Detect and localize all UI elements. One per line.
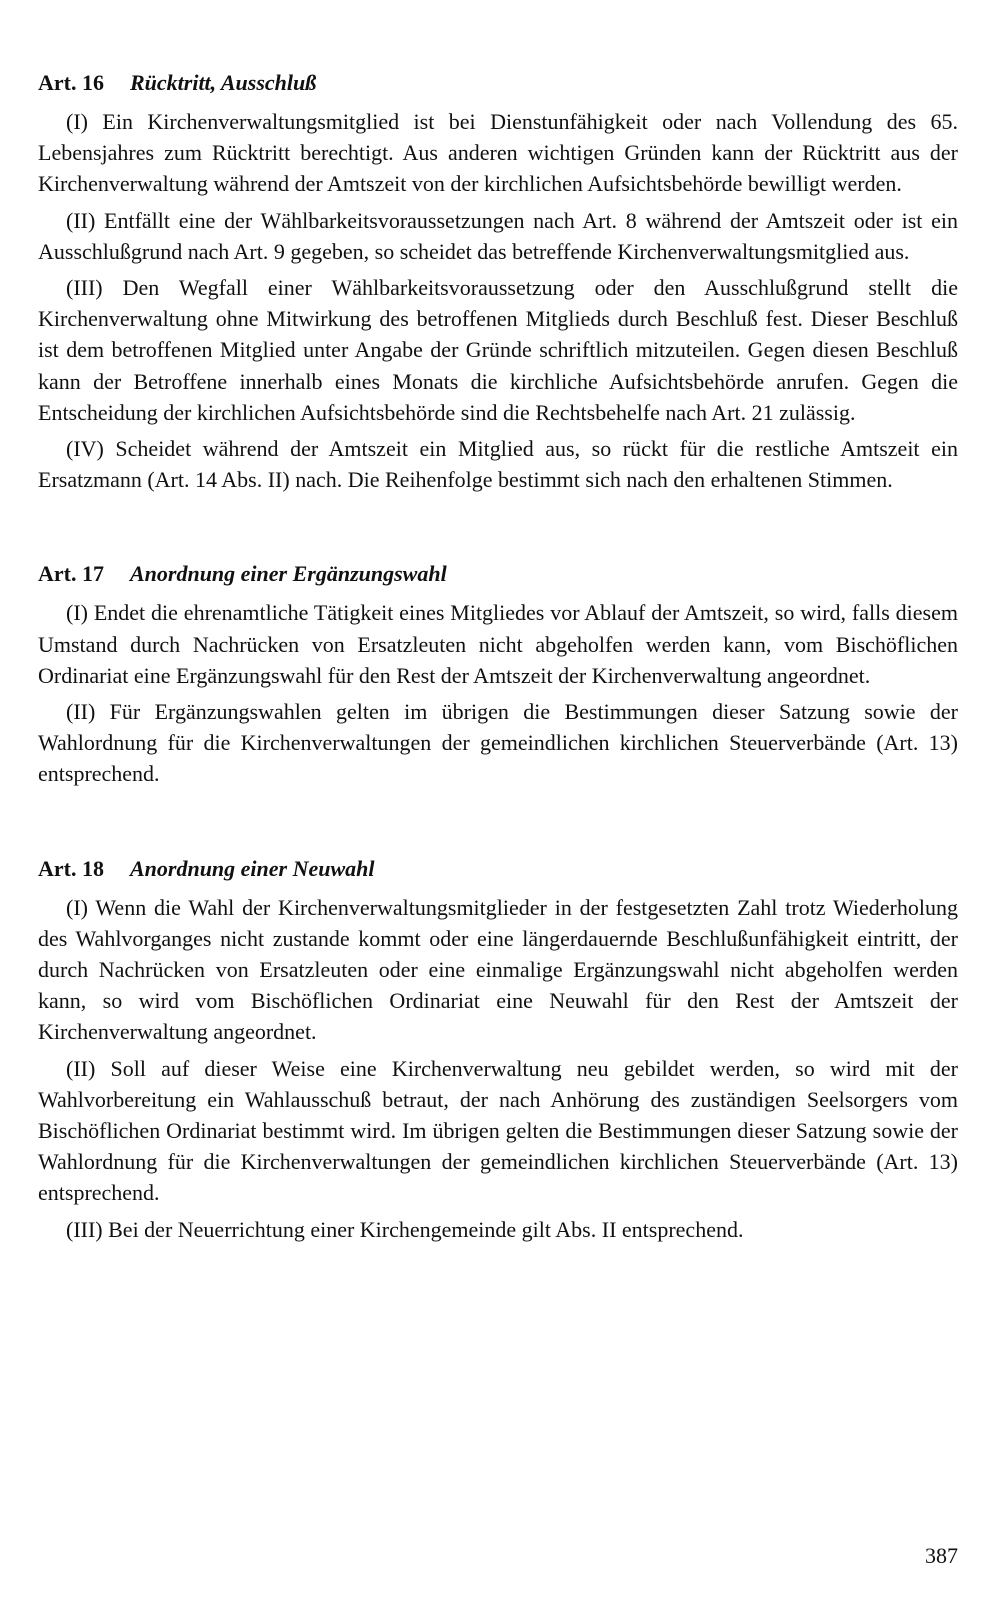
document-page (38, 68, 958, 1245)
article-number: Art. 16 (38, 70, 104, 95)
paragraph: (IV) Scheidet während der Amtszeit ein Mitglied aus, so rückt für die restliche Amtszeit ein Ersatzmann (Art. 14 Abs. II) nach. Die Reihenfolge bestimmt sich nach den erhaltenen Stimmen. (38, 436, 958, 493)
paragraph: (III) Den Wegfall einer Wählbarkeitsvoraussetzung oder den Ausschlußgrund stellt die Kirchenverwaltung ohne Mitwirkung des betroffenen Mitglieds durch Beschluß fest. Dieser Beschluß ist dem betroffenen Mitglied unter Angabe der Gründe schriftlich mitzuteilen. Gegen diesen Beschluß kann der Betroffene innerhalb eines Monats die kirchliche Aufsichtsbehörde anrufen. Gegen die Entscheidung der kirchlichen Aufsichtsbehörde sind die Rechtsbehelfe nach Art. 21 zulässig. (38, 275, 958, 425)
article-18 (38, 854, 958, 1245)
article-title: Anordnung einer Ergänzungswahl (129, 561, 447, 587)
article-16 (38, 68, 958, 495)
paragraph: (II) Soll auf dieser Weise eine Kirchenverwaltung neu gebildet werden, so wird mit der Wahlvorbereitung ein Wahlausschuß betraut, der nach Anhörung des zuständigen Seelsorgers vom Bischöflichen Ordinariat bestimmt wird. Im übrigen gelten die Bestimmungen dieser Satzung sowie der Wahlordnung für die Kirchenverwaltungen der gemeindlichen kirchlichen Steuerverbände (Art. 13) entsprechend. (38, 1055, 958, 1206)
article-number: Art. 18 (38, 855, 104, 881)
article-number: Art. 17 (38, 561, 104, 587)
paragraph: (II) Entfällt eine der Wählbarkeitsvoraussetzungen nach Art. 8 während der Amtszeit oder ist ein Ausschlußgrund nach Art. 9 gegeben, so scheidet das betreffende Kirchenverwaltungsmitglied aus. (38, 207, 958, 264)
paragraph: (I) Ein Kirchenverwaltungsmitglied ist bei Dienstunfähigkeit oder nach Vollendung des 65. Lebensjahres zum Rücktritt berechtigt. Aus anderen wichtigen Gründen kann der Rücktritt aus der Kirchenverwaltung während der Amtszeit von der kirchlichen Aufsichtsbehörde bewilligt werden. (38, 109, 958, 197)
article-title: Rücktritt, Ausschluß (129, 70, 317, 95)
paragraph: (II) Für Ergänzungswahlen gelten im übrigen die Bestimmungen dieser Satzung sowie der Wahlordnung für die Kirchenverwaltungen der gemeindlichen kirchlichen Steuerverbände (Art. 13) entsprechend. (38, 699, 958, 787)
paragraph: (I) Endet die ehrenamtliche Tätigkeit eines Mitgliedes vor Ablauf der Amtszeit, so wird, falls diesem Umstand durch Nachrücken von Ersatzleuten nicht abgeholfen werden kann, vom Bischöflichen Ordinariat eine Ergänzungswahl für den Rest der Amtszeit der Kirchenverwaltung angeordnet. (38, 600, 958, 688)
paragraph: (III) Bei der Neuerrichtung einer Kirchengemeinde gilt Abs. II entsprechend. (66, 1216, 744, 1242)
article-title: Anordnung einer Neuwahl (129, 855, 375, 881)
page-number: 387 (925, 1543, 958, 1568)
article-heading (38, 68, 958, 98)
article-heading (38, 854, 958, 884)
paragraph: (I) Wenn die Wahl der Kirchenverwaltungsmitglieder in der festgesetzten Zahl trotz Wiederholung des Wahlvorganges nicht zustande kommt oder eine längerdauernde Beschlußunfähigkeit eintritt, der durch Nachrücken von Ersatzleuten oder eine einmalige Ergänzungswahl nicht abgeholfen werden kann, so wird vom Bischöflichen Ordinariat eine Neuwahl für den Rest der Amtszeit der Kirchenverwaltung angeordnet. (38, 894, 958, 1045)
article-17 (38, 559, 958, 789)
article-heading (38, 559, 958, 589)
